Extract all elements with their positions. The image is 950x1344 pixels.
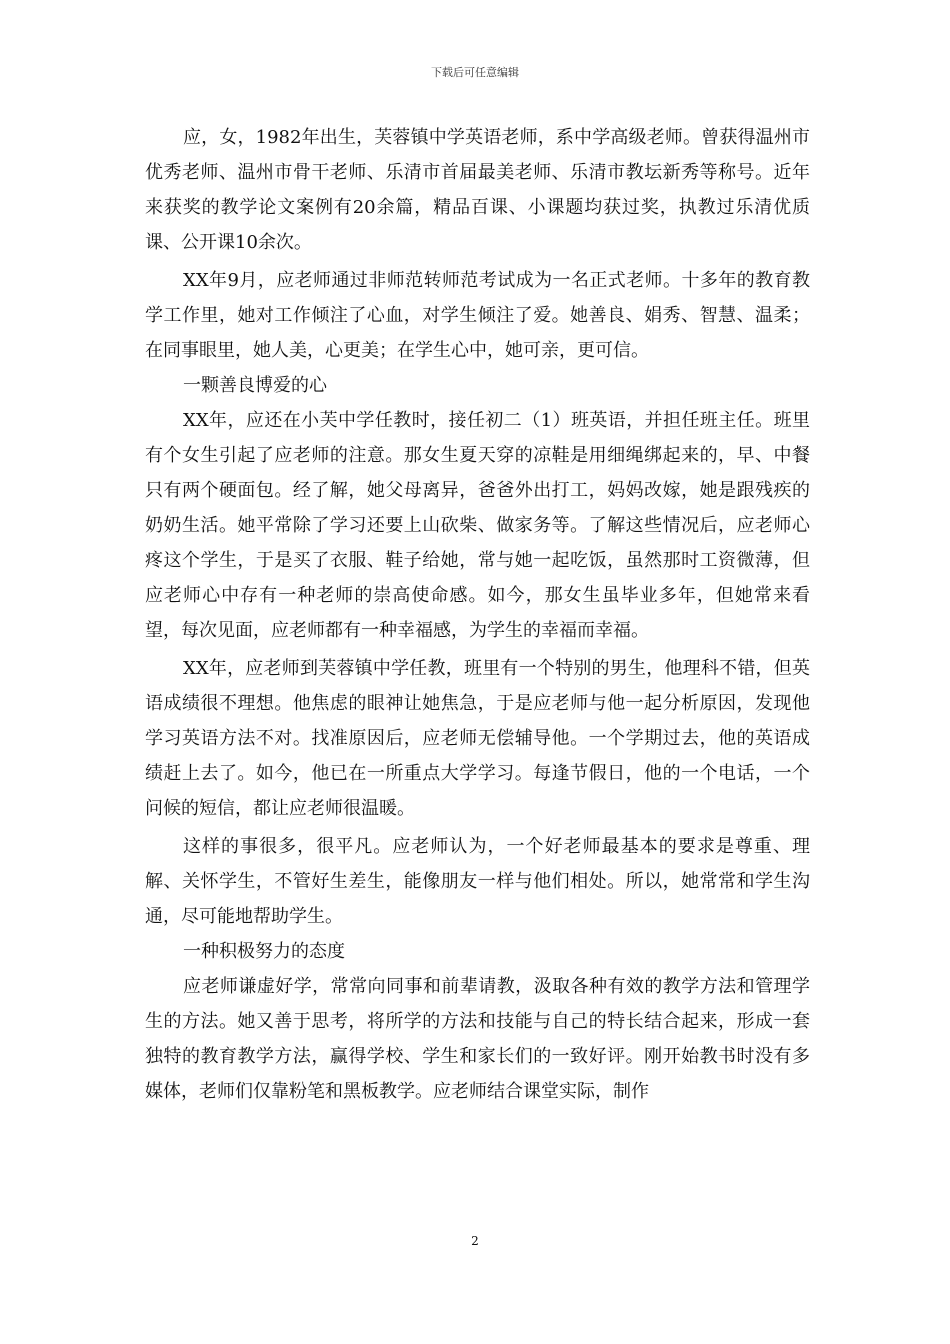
section-heading-kind-heart: 一颗善良博爱的心 <box>183 375 327 396</box>
paragraph-career-start: XX年9月，应老师通过非师范转师范考试成为一名正式老师。十多年的教育教学工作里，她对工作倾注了心血，对学生倾注了爱。她善良、娟秀、智慧、温柔；在同事眼里，她人美，心更美；在学生心中，她可亲，更可信。 <box>145 270 810 361</box>
section-heading-positive-attitude: 一种积极努力的态度 <box>183 941 345 962</box>
paragraph-teaching-methods: 应老师谦虚好学，常常向同事和前辈请教，汲取各种有效的教学方法和管理学生的方法。她又善于思考，将所学的方法和技能与自己的特长结合起来，形成一套独特的教育教学方法，赢得学校、学生和家长们的一致好评。刚开始教书时没有多媒体，老师们仅靠粉笔和黑板教学。应老师结合课堂实际，制作 <box>145 976 810 1102</box>
page-header: 下载后可任意编辑 <box>431 66 519 79</box>
paragraph-girl-student: XX年，应还在小芙中学任教时，接任初二（1）班英语，并担任班主任。班里有个女生引起了应老师的注意。那女生夏天穿的凉鞋是用细绳绑起来的，早、中餐只有两个硬面包。经了解，她父母离异，爸爸外出打工，妈妈改嫁，她是跟残疾的奶奶生活。她平常除了学习还要上山砍柴、做家务等。了解这些情况后，应老师心疼这个学生，于是买了衣服、鞋子给她，常与她一起吃饭，虽然那时工资微薄，但应老师心中存有一种老师的崇高使命感。如今，那女生虽毕业多年，但她常来看望，每次见面，应老师都有一种幸福感，为学生的幸福而幸福。 <box>145 410 810 641</box>
paragraph-intro: 应，女，1982年出生，芙蓉镇中学英语老师，系中学高级老师。曾获得温州市优秀老师、温州市骨干老师、乐清市首届最美老师、乐清市教坛新秀等称号。近年来获奖的教学论文案例有20余篇，精品百课、小课题均获过奖，执教过乐清优质课、公开课10余次。 <box>145 127 810 253</box>
paragraph-boy-student: XX年，应老师到芙蓉镇中学任教，班里有一个特别的男生，他理科不错，但英语成绩很不理想。他焦虑的眼神让她焦急，于是应老师与他一起分析原因，发现他学习英语方法不对。找准原因后，应老师无偿辅导他。一个学期过去，他的英语成绩赶上去了。如今，他已在一所重点大学学习。每逢节假日，他的一个电话，一个问候的短信，都让应老师很温暖。 <box>145 658 810 819</box>
page-number: 2 <box>471 1234 479 1248</box>
document-body <box>145 120 810 1109</box>
paragraph-ordinary-things: 这样的事很多，很平凡。应老师认为，一个好老师最基本的要求是尊重、理解、关怀学生，不管好生差生，能像朋友一样与他们相处。所以，她常常和学生沟通，尽可能地帮助学生。 <box>145 836 810 927</box>
